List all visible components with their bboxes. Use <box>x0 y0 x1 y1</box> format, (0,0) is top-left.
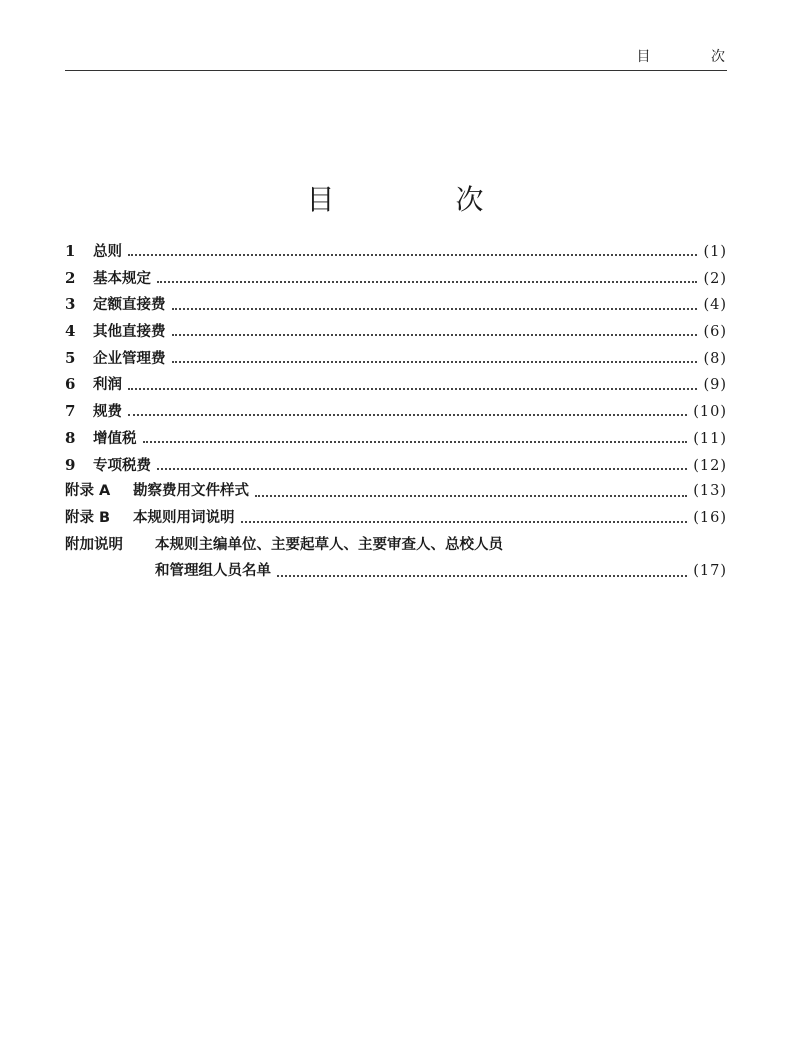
toc-entry-number: 4 <box>65 322 76 341</box>
page-title: 目 次 <box>306 183 540 216</box>
dot-leader <box>277 575 687 577</box>
toc-entry-page: (6) <box>703 324 727 341</box>
toc-entry-appendix-note-line1[interactable] <box>65 532 727 559</box>
toc-entry-label: 利润 <box>93 377 122 394</box>
dot-leader <box>143 441 688 443</box>
running-header-text: 目 次 <box>636 49 753 65</box>
toc-entry-page: (17) <box>693 563 727 580</box>
toc-entry-appendix-note-line2[interactable] <box>65 558 727 585</box>
table-of-contents <box>65 238 727 585</box>
toc-entry-label: 和管理组人员名单 <box>155 563 271 580</box>
dot-leader <box>172 334 698 336</box>
toc-entry-page: (11) <box>693 430 727 447</box>
toc-entry-page: (8) <box>703 350 727 367</box>
toc-entry-8[interactable] <box>65 425 727 452</box>
dot-leader <box>172 308 698 310</box>
toc-entry-page: (2) <box>703 270 727 287</box>
toc-entry-7[interactable] <box>65 398 727 425</box>
toc-entry-1[interactable] <box>65 238 727 265</box>
toc-entry-label: 规费 <box>93 404 122 421</box>
toc-entry-page: (16) <box>693 509 727 526</box>
dot-leader <box>128 388 697 390</box>
toc-entry-number: 3 <box>65 295 76 314</box>
dot-leader <box>172 361 698 363</box>
toc-entry-number: 5 <box>65 348 76 367</box>
toc-entry-number: 8 <box>65 428 76 447</box>
toc-entry-prefix: 附录 B <box>65 509 111 526</box>
toc-entry-label: 勘察费用文件样式 <box>133 483 249 500</box>
toc-entry-appendix-a[interactable] <box>65 478 727 505</box>
toc-entry-3[interactable] <box>65 291 727 318</box>
toc-entry-2[interactable] <box>65 265 727 292</box>
toc-entry-page: (13) <box>693 483 727 500</box>
toc-entry-prefix: 附录 A <box>65 483 111 500</box>
toc-entry-number: 7 <box>65 402 76 421</box>
toc-entry-4[interactable] <box>65 318 727 345</box>
toc-entry-page: (4) <box>703 297 727 314</box>
toc-entry-label: 本规则用词说明 <box>133 509 235 526</box>
toc-entry-page: (9) <box>703 377 727 394</box>
toc-entry-6[interactable] <box>65 371 727 398</box>
dot-leader <box>128 414 687 416</box>
dot-leader <box>128 254 697 256</box>
dot-leader <box>255 495 687 497</box>
toc-entry-number: 1 <box>65 242 76 260</box>
toc-entry-page: (12) <box>693 457 727 474</box>
dot-leader <box>157 281 697 283</box>
toc-entry-page: (10) <box>693 404 727 421</box>
toc-entry-number: 2 <box>65 268 76 287</box>
toc-entry-number: 9 <box>65 455 76 474</box>
toc-entry-page: (1) <box>703 244 727 260</box>
toc-entry-label: 总则 <box>93 244 122 260</box>
toc-entry-number: 6 <box>65 375 76 394</box>
toc-entry-label: 其他直接费 <box>93 324 166 341</box>
toc-entry-appendix-b[interactable] <box>65 505 727 532</box>
toc-entry-label: 企业管理费 <box>93 350 166 367</box>
toc-entry-9[interactable] <box>65 452 727 479</box>
dot-leader <box>157 468 687 470</box>
toc-entry-label: 增值税 <box>93 430 137 447</box>
dot-leader <box>241 521 688 523</box>
running-header <box>65 40 753 71</box>
toc-entry-prefix: 附加说明 <box>65 536 123 553</box>
toc-entry-label: 本规则主编单位、主要起草人、主要审查人、总校人员 <box>155 536 503 553</box>
toc-entry-5[interactable] <box>65 345 727 372</box>
toc-entry-label: 定额直接费 <box>93 297 166 314</box>
toc-entry-label: 专项税费 <box>93 457 151 474</box>
toc-entry-label: 基本规定 <box>93 270 151 287</box>
